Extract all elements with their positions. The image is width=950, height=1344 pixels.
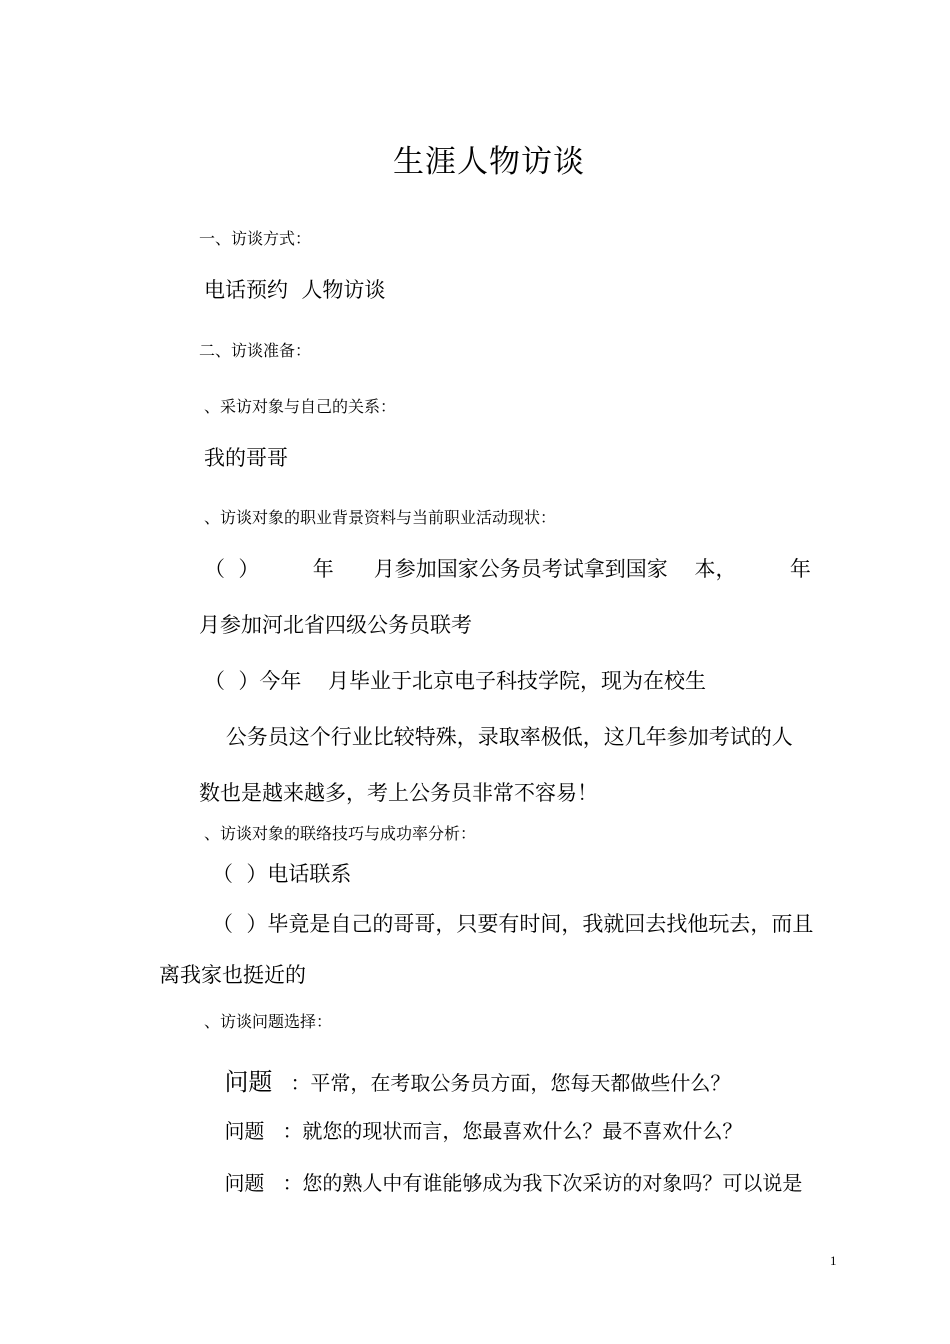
question-label: 问题 [224, 1119, 265, 1143]
relationship-text: 我的哥哥 [204, 446, 288, 470]
document-title: 生涯人物访谈 [393, 144, 585, 180]
question-text: ：您的熟人中有谁能够成为我下次采访的对象吗？可以说是 [282, 1171, 803, 1195]
paragraph-line: 公务员这个行业比较特殊，录取率极低，这几年参加考试的人 [199, 725, 793, 749]
subheading-contact-skills: 、访谈对象的联络技巧与成功率分析： [204, 824, 477, 843]
paragraph-line: 月参加河北省四级公务员联考 [199, 613, 472, 637]
paragraph-line: （ ）毕竟是自己的哥哥，只要有时间，我就回去找他玩去，而且 [212, 912, 814, 936]
contact-method-text: （ ）电话联系 [212, 862, 352, 886]
interview-method-text: 电话预约 人物访谈 [204, 278, 386, 302]
page-number: 1 [830, 1253, 837, 1268]
section-heading-interview-method: 一、访谈方式： [199, 229, 312, 248]
question-item [199, 1101, 742, 1161]
question-text: ：就您的现状而言，您最喜欢什么？最不喜欢什么？ [282, 1119, 743, 1143]
question-label: 问题 [224, 1068, 273, 1096]
paragraph-line: （ ）今年 月毕业于北京电子科技学院，现为在校生 [204, 669, 707, 693]
question-text: ：平常，在考取公务员方面，您每天都做些什么？ [290, 1071, 731, 1095]
subheading-interview-questions: 、访谈问题选择： [204, 1012, 333, 1031]
question-label: 问题 [224, 1171, 265, 1195]
paragraph-line: （ ） 年 月参加国家公务员考试拿到国家 本， 年 [204, 557, 811, 581]
subheading-relationship: 、采访对象与自己的关系： [204, 397, 397, 416]
section-heading-interview-preparation: 二、访谈准备： [199, 341, 312, 360]
paragraph-line: 数也是越来越多，考上公务员非常不容易！ [199, 781, 598, 805]
paragraph-line: 离我家也挺近的 [159, 963, 306, 987]
question-item [199, 1153, 802, 1213]
subheading-career-background: 、访谈对象的职业背景资料与当前职业活动现状： [204, 508, 557, 527]
